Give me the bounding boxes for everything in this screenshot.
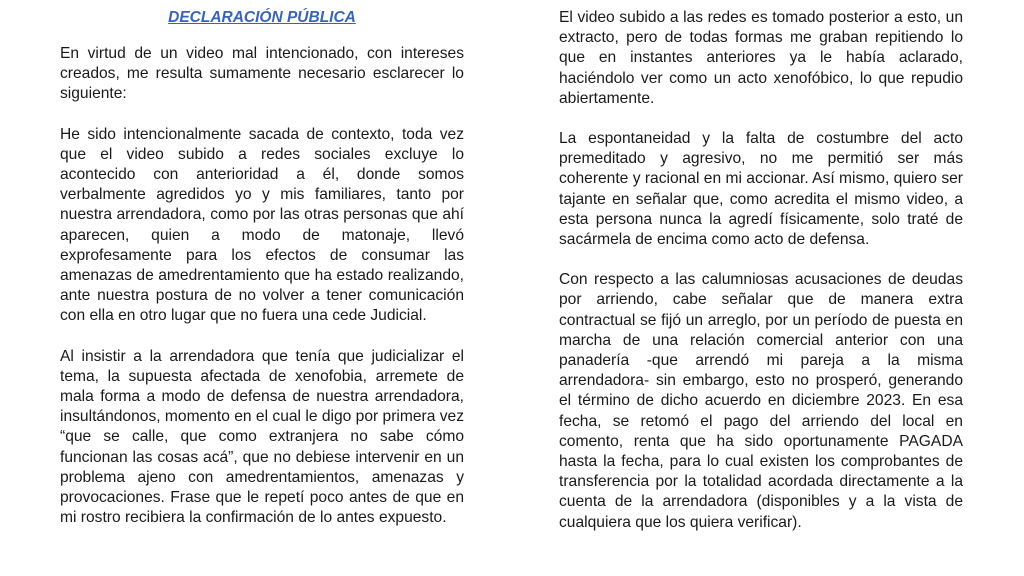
right-column <box>559 8 963 553</box>
paragraph-spontaneity: La espontaneidad y la falta de costumbre del acto premeditado y agresivo, no me permitió ser más coherente y racional en mi accionar. Así mismo, quiero ser tajante en señalar que, como acredita el mismo video, a esta persona nunca la agredí físicamente, solo traté de sacármela de encima como acto de defensa. <box>559 130 963 249</box>
paragraph-intro: En virtud de un video mal intencionado, con intereses creados, me resulta sumamente necesario esclarecer lo siguiente: <box>60 45 464 103</box>
document-title: DECLARACIÓN PÚBLICA <box>168 9 356 26</box>
left-column <box>60 8 464 528</box>
paragraph-context: He sido intencionalmente sacada de contexto, toda vez que el video subido a redes sociales excluye lo acontecido con anterioridad a él, donde somos verbalmente agredidos yo y mis familiares, tanto por nuestra arrendadora, como por las otras personas que ahí aparecen, quien a modo de matonaje, llevó exprofesamente para los efectos de consumar las amenazas de amedrentamiento que ha estado realizando, ante nuestra postura de no volver a tener comunicación con ella en otro lugar que no fuera una cede Judicial. <box>60 125 464 325</box>
paragraph-debts: Con respecto a las calumniosas acusaciones de deudas por arriendo, cabe señalar que de manera extra contractual se fijó un arreglo, por un período de puesta en marcha de una relación comercial anterior con una panadería -que arrendó mi pareja a la misma arrendadora- sin embargo, esto no prosperó, generando el término de dicho acuerdo en diciembre 2023. En esa fecha, se retomó el pago del arriendo del local en comento, renta que ha sido oportunamente PAGADA hasta la fecha, para lo cual existen los comprobantes de transferencia por la totalidad acordada directamente a la cuenta de la arrendadora (disponibles y a la vista de cualquiera que los quiera verificar). <box>559 271 963 531</box>
paragraph-insistence: Al insistir a la arrendadora que tenía que judicializar el tema, la supuesta afectada de xenofobia, arremete de mala forma a modo de defensa de nuestra arrendadora, insultándonos, momento en el cual le digo por primera vez “que se calle, que como extranjera no sabe cómo funcionan las cosas acá”, que no debiese intervenir en un problema ajeno con amedrentamientos, amenazas y provocaciones. Frase que le repetí poco antes de que en mi rostro recibiera la confirmación de lo antes expuesto. <box>60 347 464 527</box>
paragraph-video: El video subido a las redes es tomado posterior a esto, un extracto, pero de todas formas me graban repitiendo lo que en instantes anteriores ya le había aclarado, haciéndolo ver como un acto xenofóbico, lo que repudio abiertamente. <box>559 9 963 107</box>
